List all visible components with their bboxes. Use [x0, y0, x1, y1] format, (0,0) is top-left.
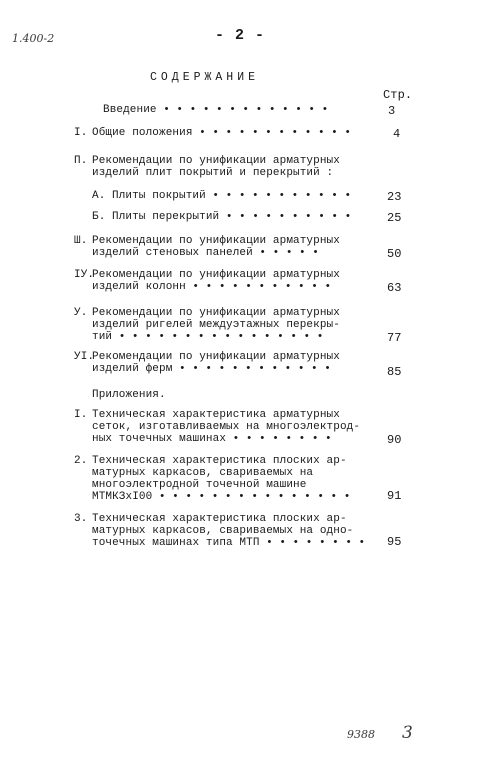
toc-entry-number: Б.: [92, 211, 106, 223]
toc-entry-number: Ш.: [74, 235, 88, 247]
toc-entry-page: 25: [387, 211, 402, 225]
toc-entry-text: Плиты покрытий • • • • • • • • • • •: [112, 190, 352, 202]
page-column-header: Стр.: [383, 88, 413, 102]
footer-mark: 3: [402, 723, 413, 743]
toc-entry-number: I.: [74, 127, 88, 139]
toc-entry-text: Рекомендации по унификации арматурных изделий ригелей междуэтажных перекры- тий • • • • • • • • • • • • • • • •: [92, 307, 340, 343]
page-number: - 2 -: [214, 27, 265, 44]
appendix-number: 2.: [74, 455, 88, 467]
toc-entry-text: Рекомендации по унификации арматурных изделий плит покрытий и перекрытий :: [92, 155, 340, 179]
toc-entry-number: П.: [74, 155, 88, 167]
appendix-title: Приложения.: [92, 389, 166, 401]
toc-entry-text: Рекомендации по унификации арматурных изделий ферм • • • • • • • • • • • •: [92, 351, 340, 375]
toc-entry-page: 85: [387, 365, 402, 379]
appendix-text: Техническая характеристика плоских ар- матурных каркасов, свариваемых на одно- точечных машинах типа МТП • • • • • • • •: [92, 513, 366, 549]
appendix-page: 90: [387, 433, 402, 447]
appendix-number: 3.: [74, 513, 88, 525]
toc-title: СОДЕРЖАНИЕ: [150, 71, 260, 84]
appendix-page: 91: [387, 489, 402, 503]
toc-entry-page: 77: [387, 331, 402, 345]
appendix-text: Техническая характеристика арматурных сеток, изготавливаемых на многоэлектрод- ных точечных машинах • • • • • • • •: [92, 409, 361, 445]
toc-entry-number: У.: [74, 307, 88, 319]
toc-entry-page: 50: [387, 247, 402, 261]
toc-entry-text: Общие положения • • • • • • • • • • • •: [92, 127, 351, 139]
appendix-page: 95: [387, 535, 402, 549]
toc-entry-number: А.: [92, 190, 106, 202]
toc-entry-text: Рекомендации по унификации арматурных изделий стеновых панелей • • • • •: [92, 235, 340, 259]
corner-note: 1.400-2: [12, 32, 55, 45]
appendix-text: Техническая характеристика плоских ар- матурных каркасов, свариваемых на многоэлектродной точечной машине МТМКЗхI00 • • • • • • • • • • • • • • •: [92, 455, 351, 503]
toc-entry-text: Введение • • • • • • • • • • • • •: [103, 104, 329, 116]
toc-entry-number: УI.: [74, 351, 95, 363]
footer-number: 9388: [347, 728, 375, 741]
toc-entry-page: 63: [387, 281, 402, 295]
toc-entry-page: 4: [393, 127, 401, 141]
toc-entry-text: Плиты перекрытий • • • • • • • • • •: [112, 211, 352, 223]
appendix-number: I.: [74, 409, 88, 421]
toc-entry-number: IУ.: [74, 269, 95, 281]
toc-entry-page: 23: [387, 190, 402, 204]
toc-entry-text: Рекомендации по унификации арматурных изделий колонн • • • • • • • • • • •: [92, 269, 340, 293]
toc-entry-page: 3: [388, 104, 396, 118]
